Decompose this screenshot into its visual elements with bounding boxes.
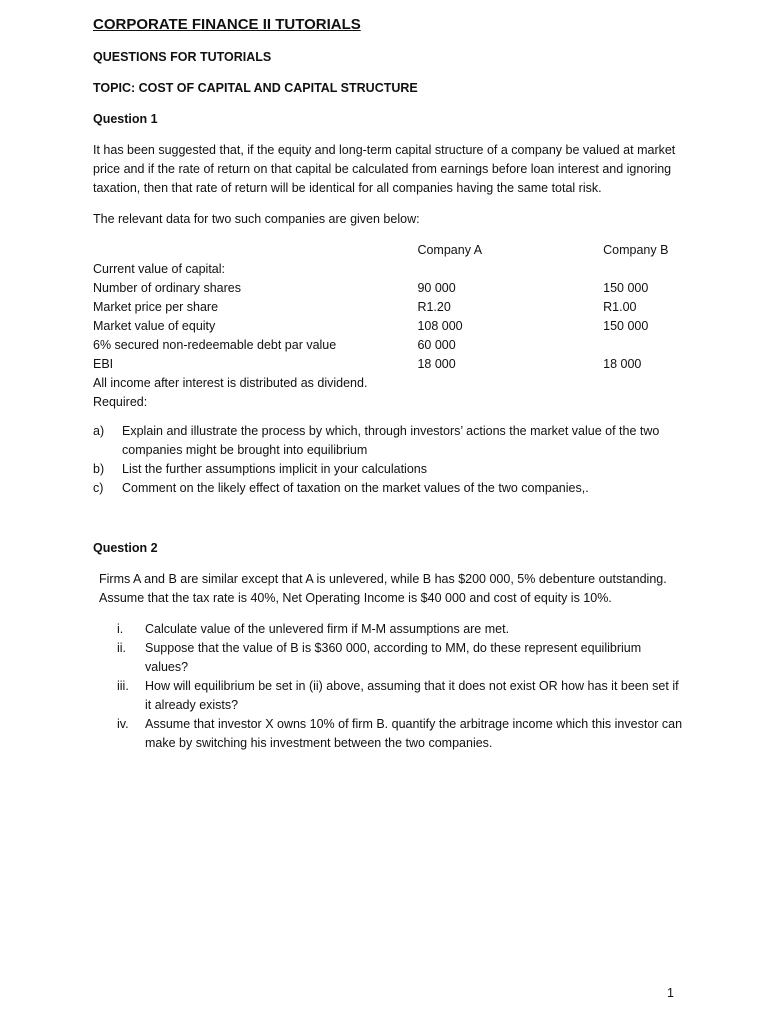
table-row bbox=[93, 317, 683, 336]
list-item bbox=[93, 639, 683, 677]
list-marker: b) bbox=[93, 462, 105, 476]
document-subtitle: QUESTIONS FOR TUTORIALS bbox=[93, 50, 272, 64]
page-number: 1 bbox=[667, 986, 674, 1000]
list-item bbox=[93, 479, 683, 498]
table-cell bbox=[603, 260, 683, 279]
list-text: How will equilibrium be set in (ii) above, assuming that it does not exist OR how has it been set if it already exists? bbox=[145, 679, 679, 712]
list-marker bbox=[93, 620, 145, 639]
q2-heading: Question 2 bbox=[93, 541, 158, 555]
table-cell: Market value of equity bbox=[93, 319, 216, 333]
document-title: CORPORATE FINANCE II TUTORIALS bbox=[93, 16, 361, 33]
q1-intro: It has been suggested that, if the equity and long-term capital structure of a company be valued at market price and if the rate of return on that capital be calculated from earnings before loan interest and ignoring taxation, then that rate of return will be identical for all companies having the same total risk. bbox=[93, 143, 676, 195]
list-marker-text: iv. bbox=[117, 717, 129, 731]
q2-parts-list bbox=[93, 620, 683, 753]
table-cell: 90 000 bbox=[417, 281, 456, 295]
table-cell: 18 000 bbox=[417, 357, 456, 371]
table-header-cell: Company B bbox=[603, 243, 669, 257]
list-text: List the further assumptions implicit in your calculations bbox=[122, 462, 427, 476]
table-cell: 108 000 bbox=[417, 319, 463, 333]
table-cell: R1.20 bbox=[417, 300, 451, 314]
list-marker bbox=[93, 715, 145, 753]
list-item bbox=[93, 460, 683, 479]
table-cell bbox=[603, 336, 683, 355]
table-header-cell: Company A bbox=[417, 243, 483, 257]
document-topic: TOPIC: COST OF CAPITAL AND CAPITAL STRUCTURE bbox=[93, 81, 418, 95]
q2-intro: Firms A and B are similar except that A is unlevered, while B has $200 000, 5% debenture outstanding. Assume that the tax rate is 40%, Net Operating Income is $40 000 and cost of equity is 10%. bbox=[99, 572, 667, 605]
q1-data-table bbox=[93, 241, 683, 412]
list-marker-text: iii. bbox=[117, 679, 129, 693]
list-marker: a) bbox=[93, 424, 105, 438]
table-row bbox=[93, 355, 683, 374]
list-marker bbox=[93, 639, 145, 677]
table-cell: R1.00 bbox=[603, 300, 637, 314]
table-cell: Market price per share bbox=[93, 300, 219, 314]
list-text: Suppose that the value of B is $360 000, according to MM, do these represent equilibrium values? bbox=[145, 641, 642, 674]
q1-data-intro: The relevant data for two such companies are given below: bbox=[93, 212, 420, 226]
table-cell: 60 000 bbox=[417, 338, 456, 352]
document-page bbox=[93, 14, 683, 753]
list-marker bbox=[93, 677, 145, 715]
list-text: Assume that investor X owns 10% of firm B. quantify the arbitrage income which this investor can make by switching his investment between the two companies. bbox=[145, 717, 683, 750]
table-header-cell bbox=[93, 241, 417, 260]
table-cell: Current value of capital: bbox=[93, 262, 226, 276]
table-cell bbox=[417, 260, 603, 279]
section-spacer bbox=[93, 498, 683, 539]
table-row bbox=[93, 336, 683, 355]
q1-heading: Question 1 bbox=[93, 112, 158, 126]
list-text: Calculate value of the unlevered firm if M-M assumptions are met. bbox=[145, 622, 510, 636]
required-label: Required: bbox=[93, 395, 148, 409]
list-marker-text: ii. bbox=[117, 641, 127, 655]
list-marker-text: i. bbox=[117, 622, 124, 636]
q1-parts-list bbox=[93, 422, 683, 498]
list-item bbox=[93, 677, 683, 715]
table-row bbox=[93, 279, 683, 298]
list-item bbox=[93, 715, 683, 753]
list-item bbox=[93, 422, 683, 460]
table-row bbox=[93, 260, 683, 279]
table-cell: 150 000 bbox=[603, 281, 649, 295]
required-label-row bbox=[93, 393, 683, 412]
table-cell: 18 000 bbox=[603, 357, 642, 371]
list-marker: c) bbox=[93, 481, 104, 495]
list-item bbox=[93, 620, 683, 639]
table-cell: 150 000 bbox=[603, 319, 649, 333]
table-header-row bbox=[93, 241, 683, 260]
table-cell: EBI bbox=[93, 357, 114, 371]
after-table-text: All income after interest is distributed as dividend. bbox=[93, 376, 368, 390]
after-table-note bbox=[93, 374, 683, 393]
table-row bbox=[93, 298, 683, 317]
table-cell: 6% secured non-redeemable debt par value bbox=[93, 338, 337, 352]
table-cell: Number of ordinary shares bbox=[93, 281, 241, 295]
list-text: Comment on the likely effect of taxation on the market values of the two companies,. bbox=[122, 481, 589, 495]
list-text: Explain and illustrate the process by which, through investors’ actions the market value of the two companies might be brought into equilibrium bbox=[122, 424, 660, 457]
